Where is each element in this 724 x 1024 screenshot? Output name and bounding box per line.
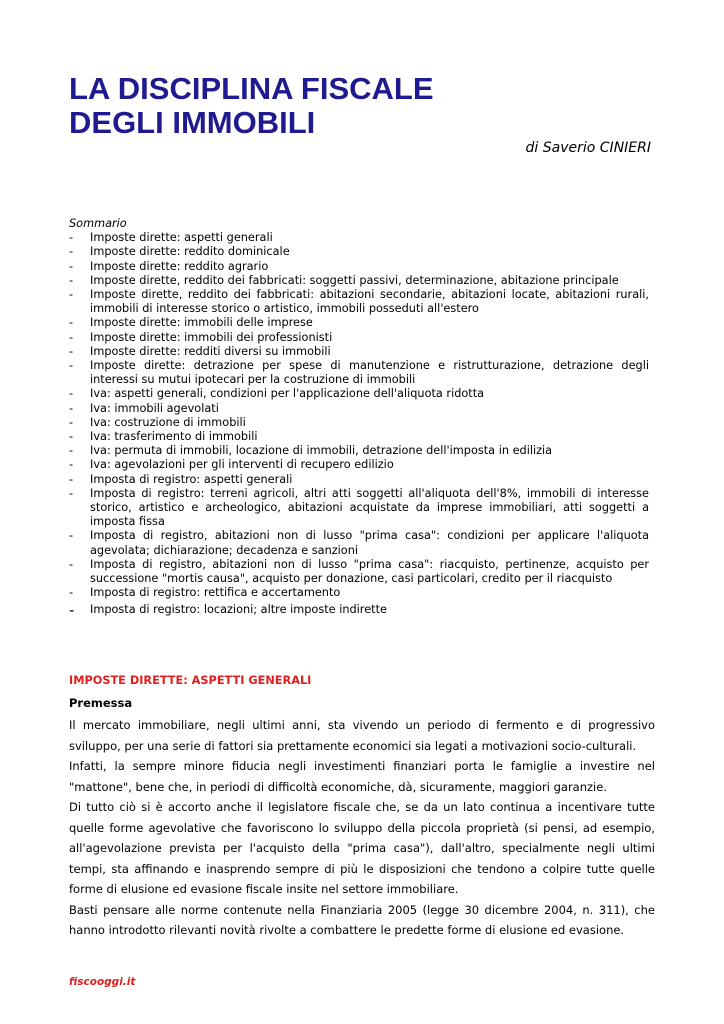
toc-item: - Imposte dirette, reddito dei fabbricati: abitazioni secondarie, abitazioni locate, abitazioni rurali, immobili di interesse storico o artistico, immobili posseduti all'estero — [69, 288, 649, 316]
toc-item: - Imposte dirette: detrazione per spese di manutenzione e ristrutturazione, detrazione degli interessi su mutui ipotecari per la costruzione di immobili — [69, 359, 649, 387]
title-line-1: LA DISCIPLINA FISCALE — [69, 71, 434, 106]
summary-label: Sommario — [69, 217, 127, 230]
toc-item: - Imposte dirette: immobili dei professionisti — [69, 331, 649, 345]
toc-item: - Imposte dirette: reddito agrario — [69, 260, 649, 274]
table-of-contents — [69, 217, 649, 618]
toc-item: - Iva: immobili agevolati — [69, 402, 649, 416]
body-paragraph: Infatti, la sempre minore fiducia negli investimenti finanziari porta le famiglie a investire nel "mattone", bene che, in periodi di difficoltà economiche, dà, sicuramente, maggiori garanzie. — [69, 759, 655, 794]
toc-item: - Imposta di registro, abitazioni non di lusso "prima casa": condizioni per applicare l'aliquota agevolata; dichiarazione; decadenza e sanzioni — [69, 529, 649, 557]
body-paragraph: Basti pensare alle norme contenute nella Finanziaria 2005 (legge 30 dicembre 2004, n. 311), che hanno introdotto rilevanti novità rivolte a combattere le predette forme di elusione ed evasione. — [69, 902, 655, 937]
title-line-2: DEGLI IMMOBILI — [69, 105, 316, 140]
toc-list — [69, 231, 649, 617]
toc-item: - Imposte dirette, reddito dei fabbricati: soggetti passivi, determinazione, abitazione principale — [69, 274, 649, 288]
toc-item: - Imposta di registro: locazioni; altre imposte indirette — [69, 603, 649, 617]
body-paragraph: Di tutto ciò si è accorto anche il legislatore fiscale che, se da un lato continua a incentivare tutte quelle forme agevolative che favoriscono lo sviluppo della piccola proprietà (si pensi, ad esempio, all'agevolazione prevista per l'acquisto della "prima casa"), dall'altro, specialmente negli ultimi tempi, sta affinando e inasprendo sempre di più le disposizioni che tendono a colpire tutte quelle forme di elusione ed evasione fiscale insite nel settore immobiliare. — [69, 800, 655, 896]
section-heading: IMPOSTE DIRETTE: ASPETTI GENERALI — [69, 674, 312, 687]
toc-item: - Imposta di registro: aspetti generali — [69, 473, 649, 487]
document-title — [69, 72, 434, 140]
footer-site: fiscooggi.it — [69, 976, 136, 988]
toc-item: - Imposta di registro, abitazioni non di lusso "prima casa": riacquisto, pertinenze, acquisto per successione "mortis causa", acquisto per donazione, casi particolari, credito per il riacquisto — [69, 558, 649, 586]
toc-item: - Imposte dirette: immobili delle imprese — [69, 316, 649, 330]
toc-item: - Iva: aspetti generali, condizioni per l'applicazione dell'aliquota ridotta — [69, 387, 649, 401]
toc-item: - Imposta di registro: rettifica e accertamento — [69, 586, 649, 600]
toc-item: - Imposta di registro: terreni agricoli, altri atti soggetti all'aliquota dell'8%, immobili di interesse storico, artistico e archeologico, abitazioni acquistate da imprese immobiliari, atti soggetti a imposta fissa — [69, 487, 649, 530]
body-paragraph: Il mercato immobiliare, negli ultimi anni, sta vivendo un periodo di fermento e di progressivo sviluppo, per una serie di fattori sia prettamente economici sia legati a motivazioni socio-culturali. — [69, 718, 655, 753]
toc-item: - Imposte dirette: reddito dominicale — [69, 245, 649, 259]
toc-item: - Iva: costruzione di immobili — [69, 416, 649, 430]
section-imposte-dirette — [69, 674, 655, 941]
section-body — [69, 715, 655, 941]
section-subheading: Premessa — [69, 696, 133, 710]
toc-item: - Imposte dirette: redditi diversi su immobili — [69, 345, 649, 359]
toc-item: - Iva: trasferimento di immobili — [69, 430, 649, 444]
toc-item: - Iva: permuta di immobili, locazione di immobili, detrazione dell'imposta in edilizia — [69, 444, 649, 458]
author-byline: di Saverio CINIERI — [525, 140, 651, 156]
toc-item: - Imposte dirette: aspetti generali — [69, 231, 649, 245]
toc-item: - Iva: agevolazioni per gli interventi di recupero edilizio — [69, 458, 649, 472]
